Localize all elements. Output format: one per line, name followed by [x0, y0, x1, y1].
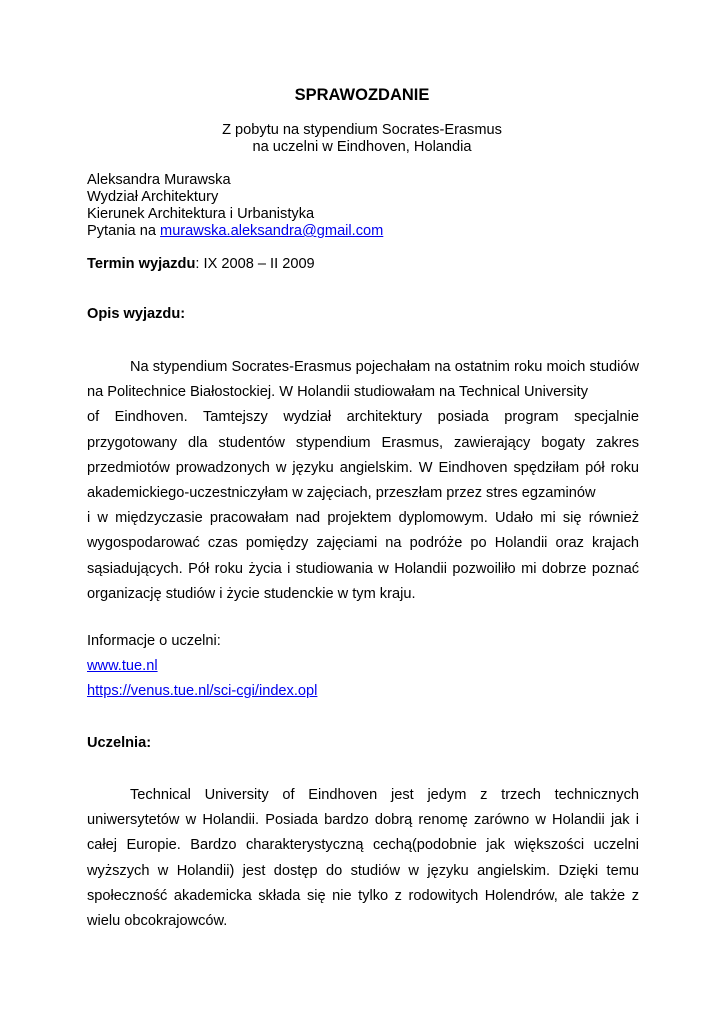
paragraph-line: na Politechnice Białostockiej. W Holandii studiowałam na Technical University — [87, 384, 589, 401]
term-label: Termin wyjazdu — [87, 256, 196, 272]
paragraph-line: wygospodarować czas pomiędzy zajęciami na podróże po Holandii oraz krajach — [87, 535, 639, 552]
author-faculty: Wydział Architektury — [87, 189, 219, 205]
paragraph-line: przedmiotów prowadzonych w języku angielskim. W Eindhoven spędziłam pół roku — [87, 459, 639, 476]
paragraph-line: Na stypendium Socrates-Erasmus pojechałam na ostatnim roku moich studiów — [130, 359, 639, 375]
subtitle-line-2: na uczelni w Eindhoven, Holandia — [252, 139, 472, 155]
subtitle-line-1: Z pobytu na stypendium Socrates-Erasmus — [222, 122, 502, 138]
paragraph-line: of Eindhoven. Tamtejszy wydział architektury posiada program specjalnie — [87, 409, 639, 426]
info-link-venus — [87, 683, 317, 700]
email-link[interactable]: murawska.aleksandra@gmail.com — [160, 223, 384, 239]
term-value: : IX 2008 – II 2009 — [195, 256, 315, 272]
paragraph-line: sąsiadujących. Pół roku życia i studiowania w Holandii pozwoiliło mi dobrze poznać — [87, 560, 639, 577]
paragraph-line: całej Europie. Bardzo charakterystyczną cechą(podobnie jak większości uczelni — [87, 837, 639, 854]
tue-website-link[interactable]: www.tue.nl — [87, 658, 158, 674]
trip-paragraph — [87, 355, 639, 607]
info-link-tue — [87, 658, 158, 675]
venus-website-link[interactable]: https://venus.tue.nl/sci-cgi/index.opl — [87, 683, 318, 699]
paragraph-line: wyższych w Holandii) jest dostęp do studiów w języku angielskim. Dzięki temu — [87, 862, 639, 879]
university-heading: Uczelnia: — [87, 735, 152, 751]
paragraph-line: organizację studiów i życie studenckie w tym kraju. — [87, 585, 416, 602]
trip-heading: Opis wyjazdu: — [87, 306, 186, 322]
info-label: Informacje o uczelni: — [87, 633, 221, 649]
paragraph-line: przygotowany dla studentów stypendium Erasmus, zawierający bogaty zakres — [87, 434, 639, 451]
paragraph-line: akademickiego-uczestniczyłam w zajęciach, przeszłam przez stres egzaminów — [87, 484, 596, 501]
contact-line — [87, 223, 383, 240]
document-title: SPRAWOZDANIE — [294, 86, 430, 104]
author-field: Kierunek Architektura i Urbanistyka — [87, 206, 315, 222]
paragraph-line: i w międzyczasie pracowałam nad projektem dyplomowym. Udało mi się również — [87, 510, 639, 527]
paragraph-line: społeczność akademicka składa się nie tylko z rodowitych Holendrów, ale także z — [87, 887, 639, 904]
university-paragraph — [87, 783, 639, 934]
paragraph-line: wielu obcokrajowców. — [87, 912, 228, 929]
term-line — [87, 256, 315, 273]
paragraph-line: Technical University of Eindhoven jest jedym z trzech technicznych — [130, 787, 639, 803]
author-name: Aleksandra Murawska — [87, 172, 231, 188]
paragraph-line: uniwersytetów w Holandii. Posiada bardzo dobrą renomę zarówno w Holandii jak i — [87, 812, 639, 829]
contact-prefix: Pytania na — [87, 223, 161, 239]
